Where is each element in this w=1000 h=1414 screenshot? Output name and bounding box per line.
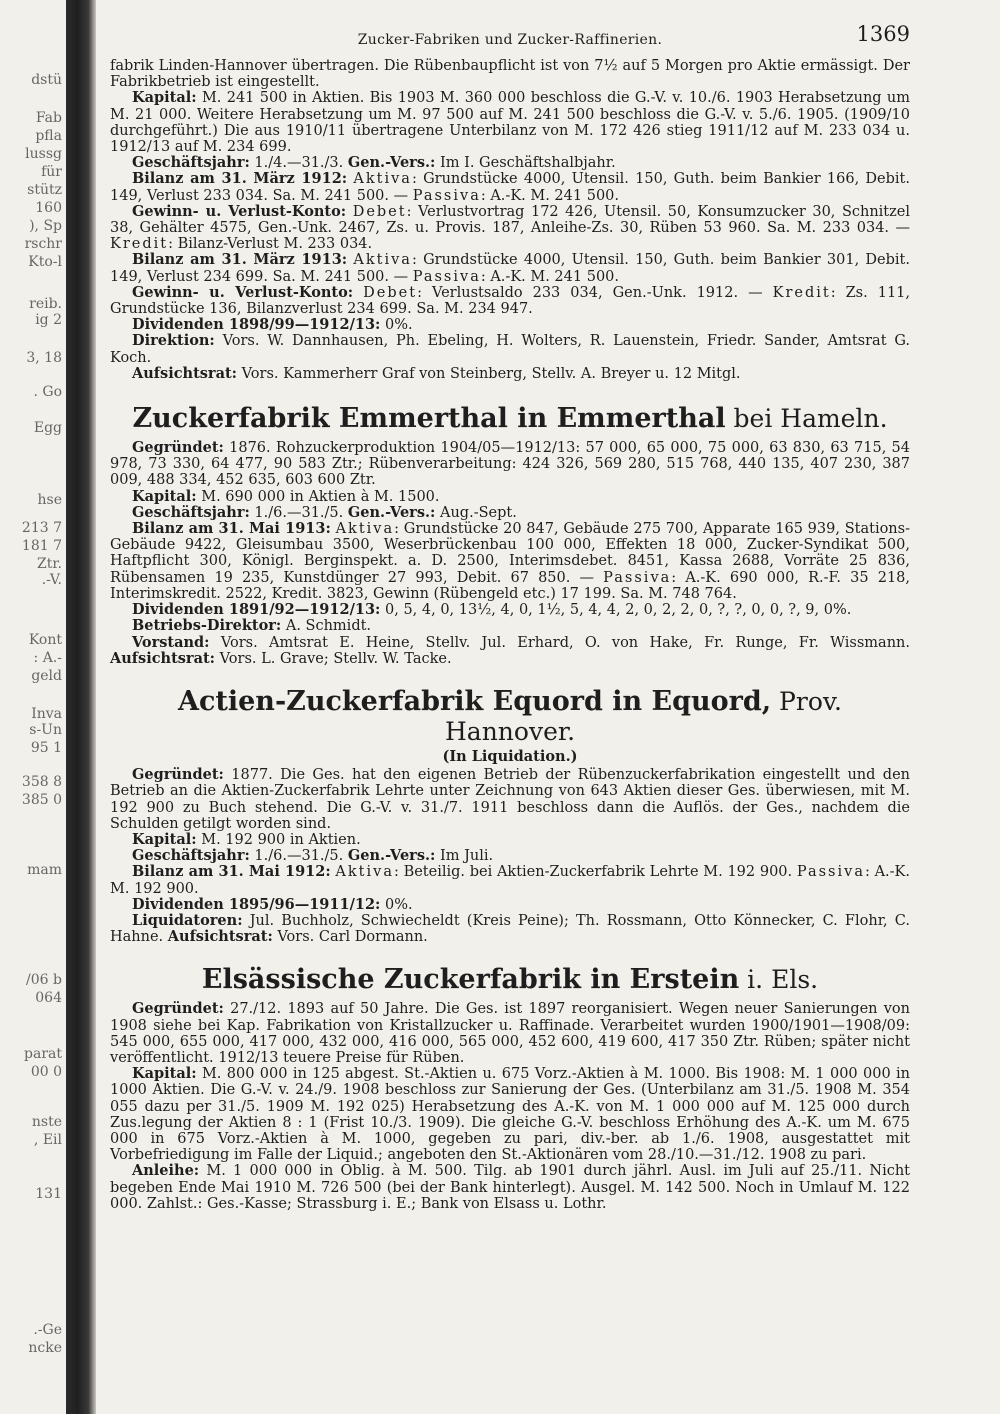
linden-direktion	[110, 333, 910, 365]
vorstand-label: Vorstand:	[132, 633, 210, 651]
debet-word: Debet	[352, 203, 407, 220]
entry-location: Prov. Hannover.	[444, 686, 842, 746]
ar-text: Vors. Carl Dormann.	[272, 929, 428, 946]
linden-geschaeftsjahr	[110, 155, 910, 171]
guv-label: Gewinn- u. Verlust-Konto:	[132, 283, 354, 301]
kredit-word: Kredit	[110, 236, 169, 253]
genvers-text: Aug.-Sept.	[435, 504, 517, 521]
entry-location: i. Els.	[739, 965, 819, 995]
margin-fragment: 160	[35, 200, 62, 216]
margin-fragment: dstü	[31, 72, 62, 88]
margin-fragment: 213 7	[21, 520, 62, 536]
passiva-text: : A.-K. M. 241 500.	[480, 187, 620, 204]
margin-fragment: 358 8	[21, 774, 62, 790]
entry-title: Elsässische Zuckerfabrik in Erstein	[201, 964, 740, 996]
kredit-word: Kredit	[772, 284, 831, 301]
margin-fragment: pfla	[35, 128, 62, 144]
margin-fragment: rschr	[24, 236, 62, 252]
kapital-label: Kapital:	[132, 89, 197, 107]
margin-fragment: Ztr.	[37, 556, 62, 572]
emmerthal-betriebsdirektor	[110, 618, 910, 634]
ar-label: Aufsichtsrat:	[110, 649, 216, 667]
margin-fragment: Egg	[33, 420, 62, 436]
entry-heading	[110, 404, 910, 434]
betr-label: Betriebs-Direktor:	[132, 617, 282, 635]
div-text: 0%.	[380, 896, 413, 913]
linden-bilanz-1913	[110, 252, 910, 284]
erstein-kapital	[110, 1066, 910, 1163]
entry-equord	[110, 687, 910, 945]
margin-fragment: 131	[35, 1186, 62, 1202]
gj-text: 1./6.—31./5.	[249, 848, 348, 865]
bilanz-label: Bilanz am 31. März 1912:	[132, 170, 348, 188]
margin-fragment: ncke	[28, 1340, 62, 1356]
emmerthal-vorstand	[110, 635, 910, 667]
genvers-text: Im I. Geschäftshalbjahr.	[435, 155, 616, 172]
margin-fragment: stütz	[27, 182, 62, 198]
entry-title: Zuckerfabrik Emmerthal in Emmerthal	[132, 403, 726, 435]
entry-erstein	[110, 965, 910, 1212]
bilanz-label: Bilanz am 31. Mai 1913:	[132, 520, 331, 538]
aktiva-text: : Grundstücke 4000, Utensil. 150, Guth. beim Bankier 166, Debit. 149, Verlust 233 034. Sa. M. 241 500. —	[110, 171, 910, 204]
entry-emmerthal	[110, 404, 910, 667]
margin-fragment: ), Sp	[29, 218, 62, 234]
kapital-text: M. 241 500 in Aktien. Bis 1903 M. 360 000 beschloss die G.-V. v. 10./6. 1903 Herabsetzung um M. 21 000. Weitere Herabsetzung um M. 97 500 auf M. 241 500 beschloss die G.-V. v. 5./6. 1905. (1909/10 durchgeführt.) Die aus 1910/11 übertragene Unterbilanz von M. 172 426 stieg 1911/12 auf M. 233 034 u. 1912/13 auf M. 234 699.	[110, 90, 910, 156]
ar-label: Aufsichtsrat:	[167, 928, 273, 946]
gegr-text: 27./12. 1893 auf 50 Jahre. Die Ges. ist 1897 reorganisiert. Wegen neuer Sanierungen von 1908 siehe bei Kap. Fabrikation von Kristallzucker u. Raffinade. Verarbeitet wurden 1900/1901—1908/09: 545 000, 655 000, 417 000, 432 000, 416 000, 565 000, 452 600, 419 600, 417 350 Ztr. Rüben; später nicht veröffentlicht. 1912/13 teuere Preise für Rüben.	[110, 1001, 910, 1066]
entry-linden	[110, 58, 910, 382]
kapital-label: Kapital:	[132, 487, 197, 505]
equord-liquidatoren	[110, 913, 910, 945]
div-label: Dividenden 1898/99—1912/13:	[132, 316, 381, 334]
passiva-text: : A.-K. M. 241 500.	[480, 268, 620, 285]
entry-location: bei Hameln.	[725, 404, 888, 434]
margin-fragment: 181 7	[21, 538, 62, 554]
margin-fragment: nste	[31, 1114, 62, 1130]
anleihe-text: M. 1 000 000 in Oblig. à M. 500. Tilg. ab 1901 durch jährl. Ausl. im Juli auf 25./11. Nicht begeben Ende Mai 1910 M. 726 500 (bei der Bank hinterlegt). Ausgel. M. 142 500. Noch in Umlauf M. 122 000. Zahlst.: Ges.-Kasse; Strassburg i. E.; Bank von Elsass u. Lothr.	[110, 1163, 910, 1212]
margin-fragment: mam	[27, 862, 62, 878]
erstein-anleihe	[110, 1163, 910, 1212]
gegr-text: 1876. Rohzuckerproduktion 1904/05—1912/13: 57 000, 65 000, 75 000, 63 830, 63 715, 54 978, 73 330, 64 477, 90 583 Ztr.; Rübenverarbeitung: 424 326, 569 280, 515 768, 440 135, 407 230, 387 009, 488 334, 452 635, 603 600 Ztr.	[110, 440, 910, 489]
linden-aufsichtsrat	[110, 366, 910, 382]
margin-fragment: ig 2	[35, 312, 62, 328]
aktiva-word: Aktiva	[353, 171, 412, 188]
div-text: 0%.	[380, 317, 413, 334]
div-text: 0, 5, 4, 0, 13½, 4, 0, 1½, 5, 4, 4, 2, 0, 2, 2, 0, ?, ?, 0, 0, ?, 9, 0%.	[380, 602, 852, 619]
margin-fragment: , Eil	[33, 1132, 62, 1148]
margin-fragment: . Go	[33, 384, 62, 400]
erstein-gegruendet	[110, 1001, 910, 1066]
margin-fragment: reib.	[29, 296, 62, 312]
margin-fragment: Fab	[35, 110, 62, 126]
margin-fragment: Kont	[28, 632, 62, 648]
margin-fragment: 3, 18	[26, 350, 62, 366]
margin-fragment: .-V.	[41, 572, 62, 588]
emmerthal-bilanz	[110, 521, 910, 602]
linden-kapital	[110, 90, 910, 155]
linden-intro: fabrik Linden-Hannover übertragen. Die Rübenbaupflicht ist von 7½ auf 5 Morgen pro Aktie ermässigt. Der Fabrikbetrieb ist eingestellt.	[110, 58, 910, 91]
book-page	[110, 22, 911, 1212]
margin-fragment: für	[41, 164, 62, 180]
div-label: Dividenden 1891/92—1912/13:	[132, 601, 381, 619]
guv-label: Gewinn- u. Verlust-Konto:	[132, 202, 347, 220]
margin-fragment: hse	[37, 492, 62, 508]
ar-text: Vors. L. Grave; Stellv. W. Tacke.	[215, 650, 452, 667]
kapital-label: Kapital:	[132, 830, 197, 848]
linden-dividenden	[110, 317, 910, 333]
genvers-label: Gen.-Vers.:	[347, 154, 436, 172]
margin-fragment: lussg	[25, 146, 62, 162]
linden-guv-1912	[110, 204, 910, 253]
margin-fragment: 385 0	[21, 792, 62, 808]
passiva-word: Passiva	[412, 268, 481, 285]
debet-word: Debet	[363, 284, 418, 301]
running-title: Zucker-Fabriken und Zucker-Raffinerien.	[357, 32, 663, 48]
margin-fragment: 064	[35, 990, 62, 1006]
kredit-text: : Bilanz-Verlust M. 233 034.	[168, 236, 373, 253]
emmerthal-dividenden	[110, 602, 910, 618]
margin-fragment: Inva	[31, 706, 62, 722]
kapital-text: M. 690 000 in Aktien à M. 1500.	[196, 488, 440, 505]
margin-fragment: /06 b	[26, 972, 62, 988]
equord-bilanz	[110, 864, 910, 896]
emmerthal-kapital	[110, 489, 910, 505]
equord-dividenden	[110, 897, 910, 913]
ar-label: Aufsichtsrat:	[132, 364, 238, 382]
liq-text: Jul. Buchholz, Schwiecheldt (Kreis Peine); Th. Rossmann, Otto Könnecker, C. Flohr, C. Hahne.	[110, 912, 910, 946]
page-number: 1369	[856, 22, 910, 46]
margin-fragment: s-Un	[29, 722, 62, 738]
linden-guv-1913	[110, 285, 910, 317]
betr-text: A. Schmidt.	[281, 618, 372, 635]
margin-fragment: 00 0	[30, 1064, 62, 1080]
anleihe-label: Anleihe:	[132, 1162, 200, 1180]
div-label: Dividenden 1895/96—1911/12:	[132, 895, 381, 913]
bilanz-label: Bilanz am 31. März 1913:	[132, 251, 348, 269]
dir-label: Direktion:	[132, 332, 215, 350]
passiva-word: Passiva	[603, 569, 672, 586]
entry-heading	[110, 965, 910, 995]
liquidation-subtitle: (In Liquidation.)	[442, 747, 578, 765]
vorstand-text: Vors. Amtsrat E. Heine, Stellv. Jul. Erhard, O. von Hake, Fr. Runge, Fr. Wissmann.	[209, 634, 910, 651]
dir-text: Vors. W. Dannhausen, Ph. Ebeling, H. Wolters, R. Lauenstein, Friedr. Sander, Amtsrat G. Koch.	[110, 333, 910, 366]
emmerthal-geschaeftsjahr	[110, 505, 910, 521]
equord-gegruendet	[110, 767, 910, 832]
margin-fragment: .-Ge	[33, 1322, 62, 1338]
margin-fragment: parat	[24, 1046, 62, 1062]
margin-fragment: geld	[31, 668, 62, 684]
passiva-text: : A.-K. 690 000, R.-F. 35 218, Interimskredit. 2522, Kredit. 3823, Gewinn (Rübengeld etc.) 17 199. Sa. M. 748 764.	[110, 569, 910, 602]
margin-fragment: : A.-	[33, 650, 62, 666]
gegr-label: Gegründet:	[132, 1000, 224, 1018]
aktiva-word: Aktiva	[335, 521, 395, 538]
gj-label: Geschäftsjahr:	[132, 154, 250, 172]
entry-heading	[110, 687, 910, 747]
gegr-text: 1877. Die Ges. hat den eigenen Betrieb der Rübenzuckerfabrikation eingestellt und den Betrieb an die Aktien-Zuckerfabrik Lehrte unter Zeichnung von 643 Aktien dieser Ges. überwiesen, mit M. 192 900 zu Buch stehend. Die G.-V. v. 31./7. 1911 beschloss dann die Auflös. der Ges., nachdem die Schulden getilgt worden sind.	[110, 767, 910, 832]
margin-fragment: Kto-l	[28, 254, 62, 270]
debet-text: : Verlustvortrag 172 426, Utensil. 50, Konsumzucker 30, Schnitzel 38, Gehälter 4575, Gen.-Unk. 2467, Zs. u. Provis. 187, Anleihe-Zs. 30, Rüben 53 960. Sa. M. 233 034. —	[110, 203, 910, 237]
genvers-text: Im Juli.	[435, 848, 494, 865]
book-gutter	[66, 0, 96, 1414]
aktiva-word: Aktiva	[335, 864, 394, 881]
kapital-label: Kapital:	[132, 1065, 197, 1083]
aktiva-text: : Grundstücke 4000, Utensil. 150, Guth. beim Bankier 301, Debit. 149, Verlust 234 699. Sa. M. 241 500. —	[110, 252, 910, 285]
linden-bilanz-1912	[110, 171, 910, 203]
left-margin-bleed	[0, 0, 66, 1414]
genvers-label: Gen.-Vers.:	[347, 847, 436, 865]
emmerthal-gegruendet	[110, 440, 910, 489]
aktiva-text: : Beteilig. bei Aktien-Zuckerfabrik Lehrte M. 192 900.	[393, 864, 797, 881]
running-head	[110, 22, 910, 58]
equord-kapital	[110, 832, 910, 848]
kredit-text: : Zs. 111, Grundstücke 136, Bilanzverlust 234 699. Sa. M. 234 947.	[110, 284, 911, 318]
kapital-text: M. 192 900 in Aktien.	[196, 831, 361, 848]
debet-text: : Verlustsaldo 233 034, Gen.-Unk. 1912. —	[417, 284, 773, 301]
gj-label: Geschäftsjahr:	[132, 503, 250, 521]
aktiva-text: : Grundstücke 20 847, Gebäude 275 700, Apparate 165 939, Stations-Gebäude 9422, Gleisumbau 3500, Weserbrückenbau 100 000, Effekten 18 000, Zucker-Syndikat 500, Haftpflicht 300, Königl. Berginspekt. a. D. 2500, Interimsdebet. 8451, Kassa 2688, Vorräte 25 836, Rübensamen 19 235, Kunstdünger 27 993, Debit. 67 850. —	[110, 521, 910, 586]
passiva-text: : A.-K. M. 192 900.	[110, 864, 910, 897]
entry-title: Actien-Zuckerfabrik Equord in Equord,	[178, 685, 772, 717]
passiva-word: Passiva	[412, 187, 481, 204]
gj-text: 1./6.—31./5.	[249, 504, 348, 521]
kapital-text: M. 800 000 in 125 abgest. St.-Aktien u. 675 Vorz.-Aktien à M. 1000. Bis 1908: M. 1 000 000 in 1000 Aktien. Die G.-V. v. 24./9. 1908 beschloss zur Sanierung der Ges. (Unterbilanz am 31./5. 1908 M. 354 055 dazu per 31./5. 1909 M. 192 025) Herabsetzung des A.-K. von M. 1 000 000 auf M. 125 000 durch Zus.legung der Aktien 8 : 1 (Frist 10./3. 1909). Die gleiche G.-V. beschloss Erhöhung des A.-K. um M. 675 000 in 675 Vorz.-Aktien à M. 1000, gegeben zu pari, div.-ber. ab 1./6. 1908, ausgestattet mit Vorbefriedigung im Falle der Liquid.; angeboten den St.-Aktionären vom 28./10.—31./12. 1908 zu pari.	[110, 1066, 910, 1164]
margin-fragment: 95 1	[30, 740, 62, 756]
aktiva-word: Aktiva	[353, 252, 412, 269]
passiva-word: Passiva	[796, 864, 865, 881]
genvers-label: Gen.-Vers.:	[347, 503, 436, 521]
gegr-label: Gegründet:	[132, 766, 224, 784]
bilanz-label: Bilanz am 31. Mai 1912:	[132, 863, 331, 881]
gj-label: Geschäftsjahr:	[132, 847, 250, 865]
gegr-label: Gegründet:	[132, 439, 224, 457]
liq-label: Liquidatoren:	[132, 911, 243, 929]
ar-text: Vors. Kammerherr Graf von Steinberg, Stellv. A. Breyer u. 12 Mitgl.	[237, 365, 741, 382]
gj-text: 1./4.—31./3.	[249, 155, 348, 172]
equord-geschaeftsjahr	[110, 848, 910, 864]
